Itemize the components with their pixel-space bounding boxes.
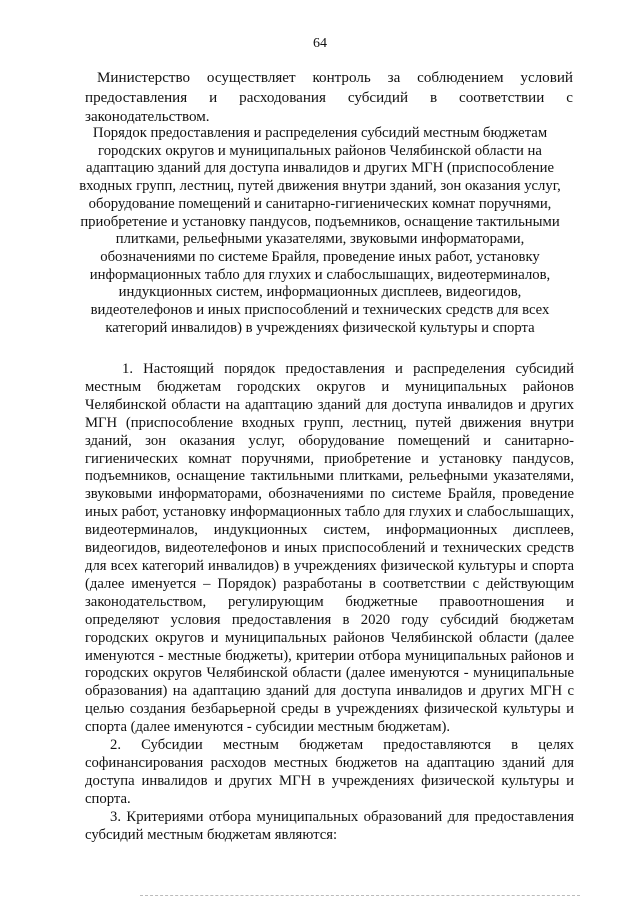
- paragraph-2: 2. Субсидии местным бюджетам предоставляются в целях софинансирования расходов местных бюджетов на адаптацию зданий для доступа инвалидов и других МГН в учреждениях физической культуры и спорта.: [85, 737, 574, 807]
- paragraph-1: 1. Настоящий порядок предоставления и распределения субсидий местным бюджетам городских округов и муниципальных районов Челябинской области на адаптацию зданий для доступа инвалидов и других МГН (приспособление входных групп, лестниц, путей движения внутри зданий, зон оказания услуг, оборудование помещений и санитарно-гигиенических комнат поручнями, приобретение и установку пандусов, подъемников, оснащение тактильными плитками, рельефными указателями, звуковыми информаторами, обозначениями по системе Брайля, проведение иных работ, установку информационных табло для глухих и слабослышащих, видеотерминалов, индукционных систем, информационных дисплеев, видеогидов, видеотелефонов и иных приспособлений и технических средств для всех категорий инвалидов) в учреждениях физической культуры и спорта (далее именуется – Порядок) разработаны в соответствии с действующим законодательством, регулирующим бюджетные правоотношения и определяют условия предоставления в 2020 году субсидий бюджетам городских округов и муниципальных районов Челябинской области (далее именуются - местные бюджеты), критерии отбора муниципальных районов и городских округов Челябинской области (далее именуются - муниципальные образования) на адаптацию зданий для доступа инвалидов и других МГН с целью создания безбарьерной среды в учреждениях физической культуры и спорта (далее именуются - субсидии местным бюджетам).: [85, 361, 574, 736]
- intro-paragraph: Министерство осуществляет контроль за соблюдением условий предоставления и расходования субсидий в соответствии с законодательством.: [85, 70, 573, 125]
- footer-divider: [140, 895, 580, 896]
- paragraph-3: 3. Критериями отбора муниципальных образований для предоставления субсидий местным бюджетам являются:: [85, 808, 574, 843]
- section-title: Порядок предоставления и распределения субсидий местным бюджетам городских округов и муниципальных районов Челябинской области на адаптацию зданий для доступа инвалидов и других МГН (приспособление входных групп, лестниц, путей движения внутри зданий, зон оказания услуг, оборудование помещений и санитарно-гигиенических комнат поручнями, приобретение и установку пандусов, подъемников, оснащение тактильными плитками, рельефными указателями, звуковыми информаторами, обозначениями по системе Брайля, проведение иных работ, установку информационных табло для глухих и слабослышащих, видеотерминалов, индукционных систем, информационных дисплеев, видеогидов, видеотелефонов и иных приспособлений и технических средств для всех категорий инвалидов) в учреждениях физической культуры и спорта: [79, 125, 561, 336]
- body-text: [85, 361, 574, 844]
- page-number: 64: [313, 36, 327, 51]
